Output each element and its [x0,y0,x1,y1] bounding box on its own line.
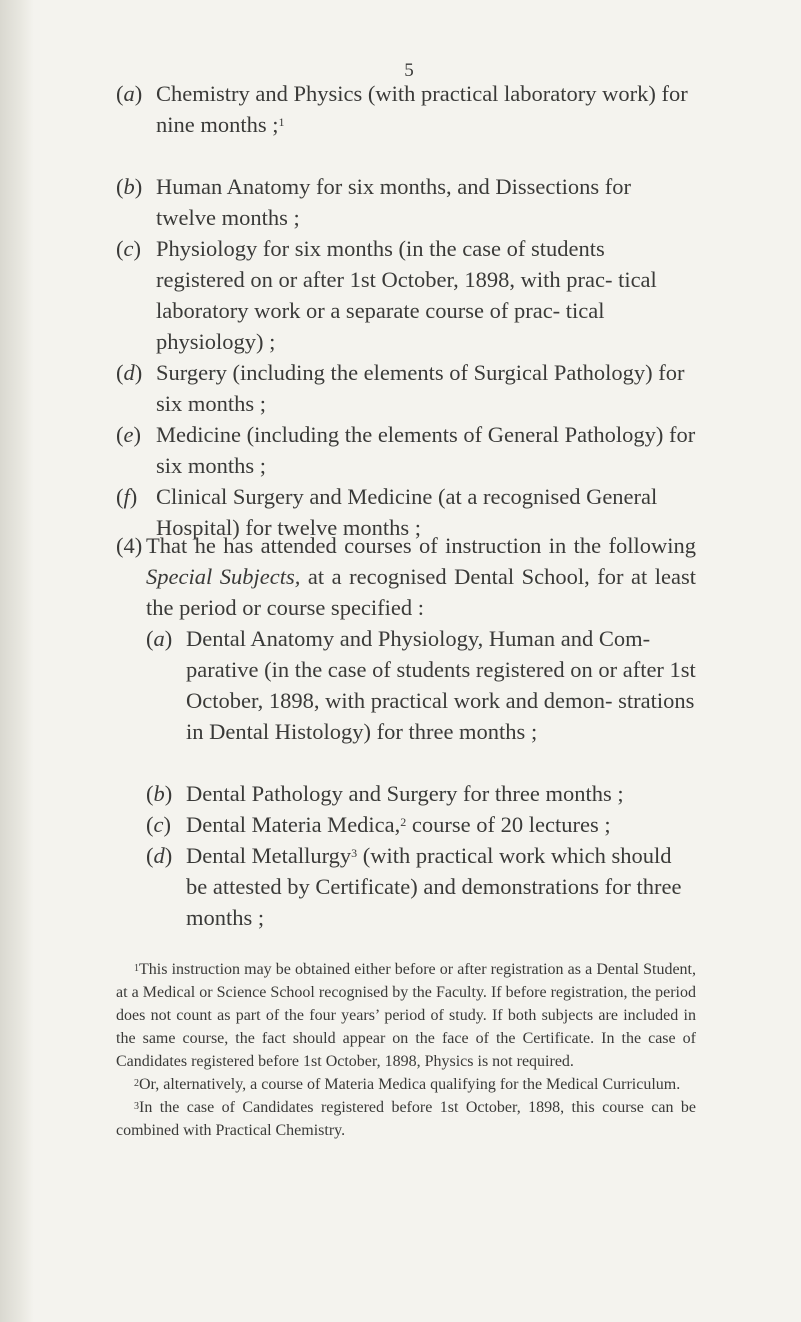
footnote-number: 2 [134,1078,139,1089]
special-subjects-term: Special Subjects, [146,564,301,589]
item-text: Human Anatomy for six months, and Dissections for twelve months ; [156,174,631,230]
item-text: Dental Materia Medica,$^2$ course of 20 lectures ; [186,812,611,837]
item-label: a [123,81,135,106]
footnote-ref: 1 [278,115,285,129]
item-label: a [153,626,165,651]
book-page: 5 (a) Chemistry and Physics (with practical laboratory work) for nine months ;$^1$ (b) Human Anatomy for six months, and Dissections for twelve months ; (c) Physiology for six months (in the case of students registered on or after 1st October, 1898, with prac- tical laboratory work or a separate course of prac- tical physiology) ; (d) Surgery (including the elements of Surgical Pathology) for six months ; (e) Medicine (including the elements of General Pathology) for six months ; (f) Clinical Surgery and Medicine (at a recognised General Hospital) for twelve months ; (4) That he has attended courses of instruction in the following Special Subjects, at a recognised Dental School, for at least the period or course specified : (a) Dental Anatomy and Physiology, Human and Com- parative (in the case of students registered on or after 1st October, 1898, with practical work and demon- strations in Dental Histology) for three months ; (b) Dental Pathology and Surgery for three months ; (c) Dental Materia Medica,$^2$ course of 20 lectures ; (d) Dental Metallurgy$^3$ (with practical work which should be attested by Certificate) and demonstrations for three months ; $^1$This instruction may be obtained either before or after registration as a Dental Student, at a Medical or Science School recognised by the Faculty. If before registration, the period does not count as part of the four years’ period of study. If both subjects are included in the same course, the fact should appear on the face of the Certificate. In the case of Candidates registered before 1st October, 1898, Physics is not required. $^2$Or, alternatively, a course of Materia Medica qualifying for the Medical Curriculum. $^3$In the case of Candidates registered before 1st October, 1898, this course can be combined with Practical Chemistry. [0,0,801,1322]
item-text: Dental Pathology and Surgery for three months ; [186,781,624,806]
item-text: Dental Anatomy and Physiology, Human and Com- parative (in the case of students registered on or after 1st October, 1898, with practical work and demon- strations in Dental Histology) for three months ; [186,626,696,744]
item-text: Surgery (including the elements of Surgical Pathology) for six months ; [156,360,685,416]
item-text: Physiology for six months (in the case of students registered on or after 1st October, 1898, with prac- tical laboratory work or a separate course of prac- tical physiology) ; [156,236,657,354]
item-label: c [153,812,164,837]
item-text: Chemistry and Physics (with practical laboratory work) for nine months ;$^1$ [156,81,688,137]
item-label: f [123,484,130,509]
item-label: d [123,360,135,385]
footnote: $^3$In the case of Candidates registered before 1st October, 1898, this course can be combined with Practical Chemistry. [116,1099,696,1139]
paragraph-number: (4) [116,533,143,558]
item-label: e [123,422,134,447]
footnote-ref: 3 [351,846,358,860]
footnote-number: 3 [134,1101,139,1112]
footnote-ref: 2 [400,815,407,829]
item-text: Medicine (including the elements of General Pathology) for six months ; [156,422,696,478]
item-text: Dental Metallurgy$^3$ (with practical work which should be attested by Certificate) and demonstrations for three months ; [186,843,682,930]
item-label: d [153,843,165,868]
paragraph-text: That he has attended courses of instruction in the following Special Subjects, at a recognised Dental School, for at least the period or course specified : [146,533,696,620]
footnote: $^1$This instruction may be obtained either before or after registration as a Dental Student, at a Medical or Science School recognised by the Faculty. If before registration, the period does not count as part of the four years’ period of study. If both subjects are included in the same course, the fact should appear on the face of the Certificate. In the case of Candidates registered before 1st October, 1898, Physics is not required. [116,961,696,1070]
page-number: 5 [404,60,414,81]
footnote-number: 1 [134,963,139,974]
item-label: b [153,781,165,806]
item-label: c [123,236,134,261]
footnote: $^2$Or, alternatively, a course of Materia Medica qualifying for the Medical Curriculum. [134,1076,681,1093]
item-label: b [123,174,135,199]
footnotes [116,958,696,1142]
item-text: Clinical Surgery and Medicine (at a recognised General Hospital) for twelve months ; [156,484,658,540]
